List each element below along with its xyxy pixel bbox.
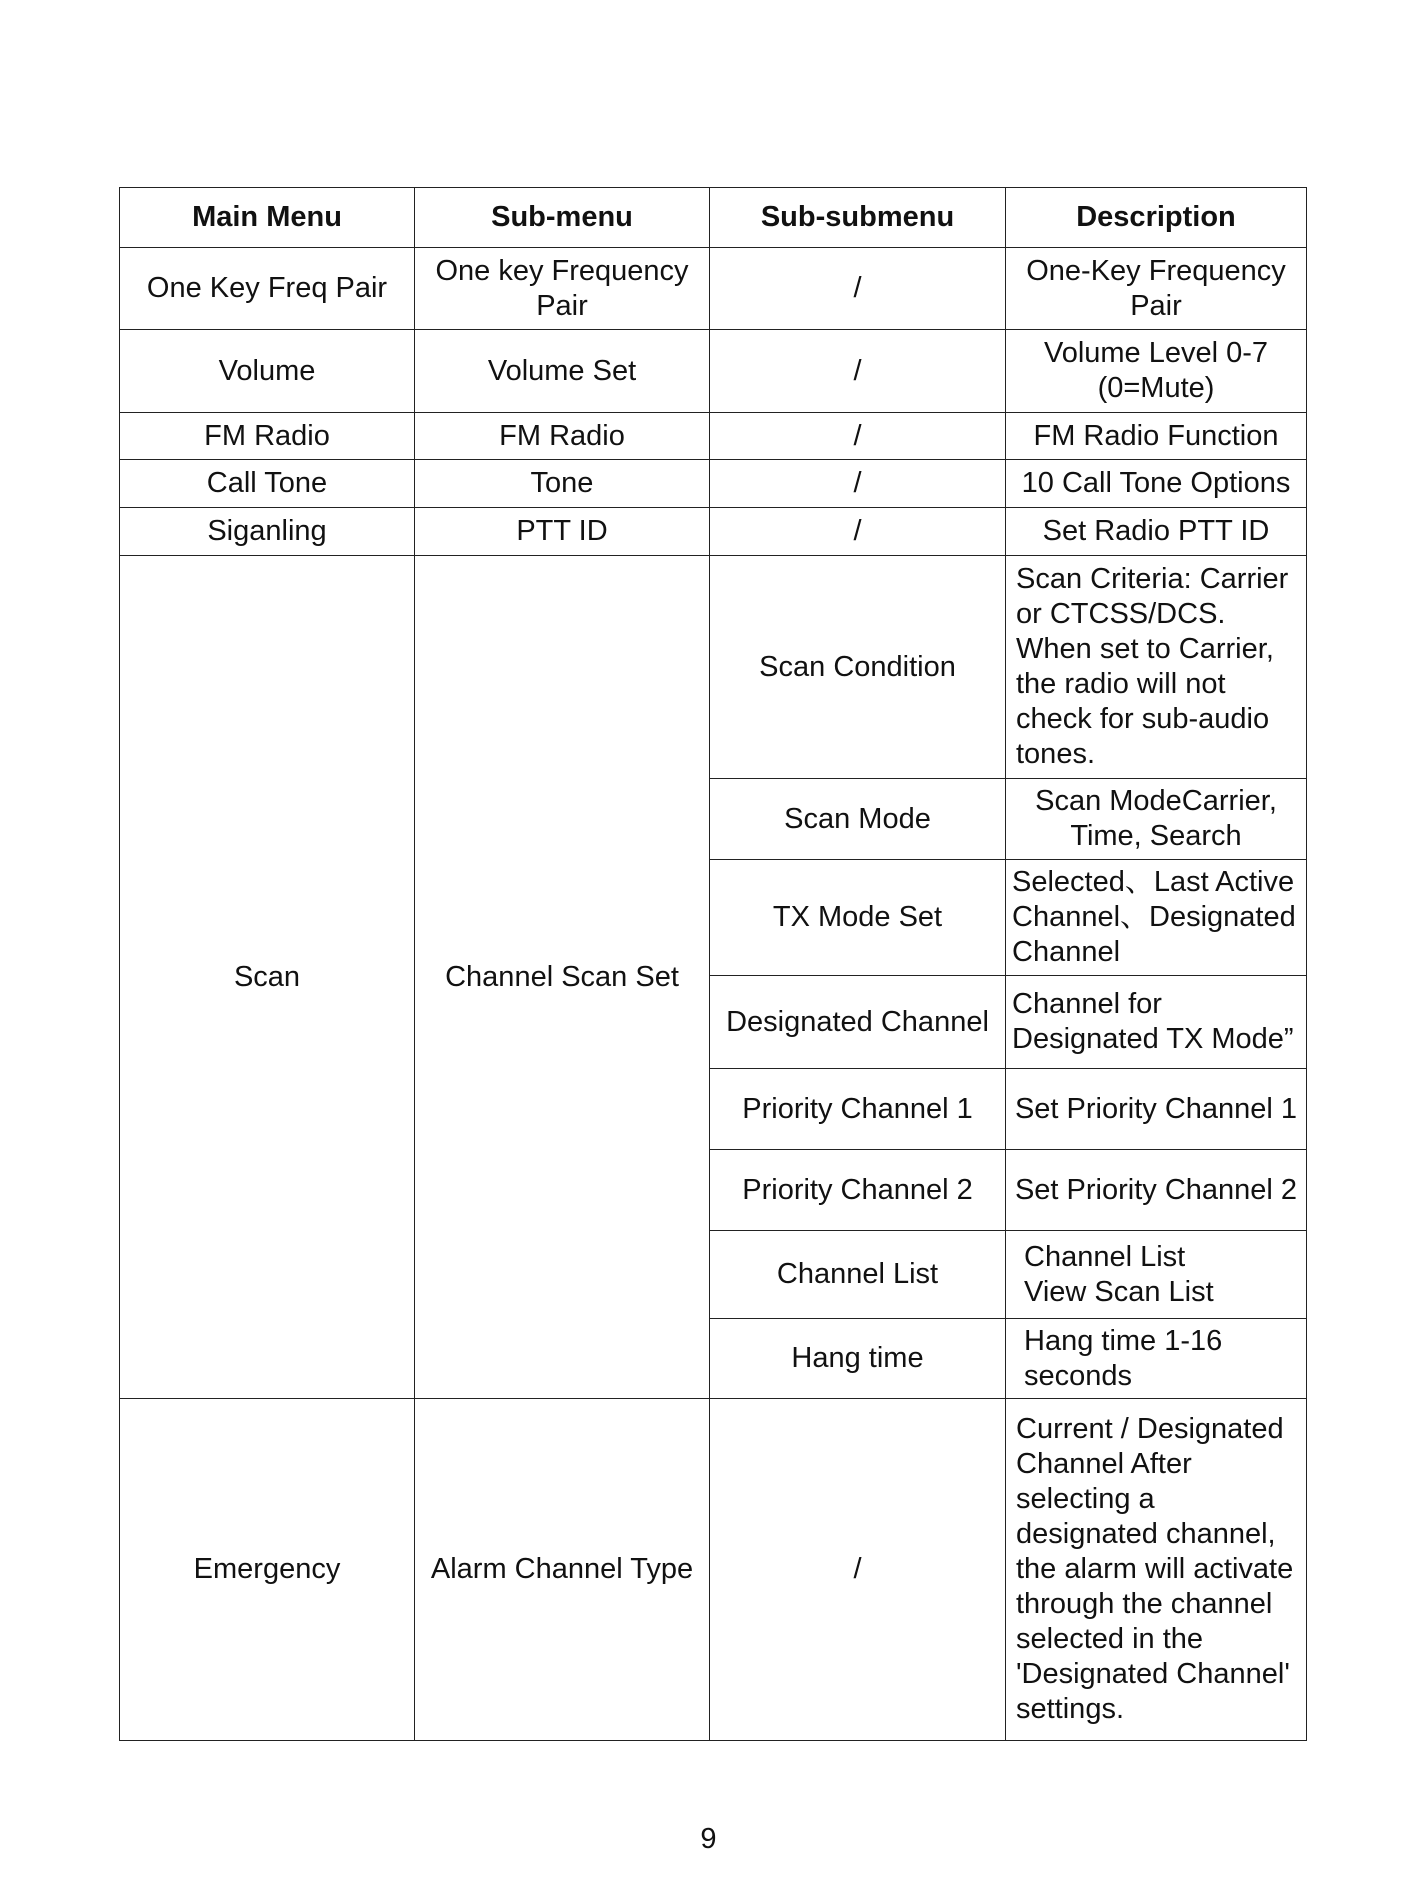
cell-sub-submenu: Hang time: [710, 1319, 1006, 1399]
cell-sub-submenu: /: [710, 413, 1006, 460]
cell-description: Channel List View Scan List: [1006, 1231, 1307, 1319]
cell-sub-submenu: /: [710, 460, 1006, 508]
table-row: [120, 556, 1307, 779]
table-row: [120, 508, 1307, 556]
table-row: [120, 330, 1307, 413]
cell-sub-submenu: Priority Channel 1: [710, 1069, 1006, 1150]
cell-description: Scan Criteria: Carrier or CTCSS/DCS. When set to Carrier, the radio will not check for sub-audio tones.: [1006, 556, 1307, 779]
cell-main-menu: One Key Freq Pair: [120, 248, 415, 330]
cell-main-menu: Volume: [120, 330, 415, 413]
cell-sub-submenu: Priority Channel 2: [710, 1150, 1006, 1231]
table-row: [120, 1399, 1307, 1741]
menu-table: [119, 187, 1307, 1741]
header-row: [120, 188, 1307, 248]
cell-description: Set Priority Channel 1: [1006, 1069, 1307, 1150]
cell-main-menu: Scan: [120, 556, 415, 1399]
header-sub-menu: Sub-menu: [415, 188, 710, 248]
cell-sub-submenu: Scan Mode: [710, 779, 1006, 860]
cell-main-menu: Emergency: [120, 1399, 415, 1741]
cell-description: 10 Call Tone Options: [1006, 460, 1307, 508]
cell-description: Scan ModeCarrier, Time, Search: [1006, 779, 1307, 860]
cell-sub-menu: FM Radio: [415, 413, 710, 460]
cell-sub-submenu: /: [710, 1399, 1006, 1741]
cell-sub-submenu: TX Mode Set: [710, 860, 1006, 976]
cell-main-menu: FM Radio: [120, 413, 415, 460]
header-sub-submenu: Sub-submenu: [710, 188, 1006, 248]
cell-sub-submenu: /: [710, 330, 1006, 413]
table-row: [120, 460, 1307, 508]
cell-sub-submenu: Channel List: [710, 1231, 1006, 1319]
cell-description: Current / Designated Channel After selecting a designated channel, the alarm will activate through the channel selected in the 'Designated Channel' settings.: [1006, 1399, 1307, 1741]
cell-sub-submenu: /: [710, 508, 1006, 556]
cell-sub-submenu: Designated Channel: [710, 976, 1006, 1069]
cell-main-menu: Call Tone: [120, 460, 415, 508]
header-description: Description: [1006, 188, 1307, 248]
cell-description: Set Priority Channel 2: [1006, 1150, 1307, 1231]
cell-description: FM Radio Function: [1006, 413, 1307, 460]
page-number: 9: [700, 1823, 717, 1855]
cell-sub-menu: PTT ID: [415, 508, 710, 556]
table-row: [120, 413, 1307, 460]
cell-description: Set Radio PTT ID: [1006, 508, 1307, 556]
cell-sub-menu: Volume Set: [415, 330, 710, 413]
cell-sub-menu: Alarm Channel Type: [415, 1399, 710, 1741]
cell-description: Selected、Last Active Channel、Designated Channel: [1006, 860, 1307, 976]
cell-sub-menu: Tone: [415, 460, 710, 508]
cell-sub-submenu: /: [710, 248, 1006, 330]
cell-sub-submenu: Scan Condition: [710, 556, 1006, 779]
cell-description: Volume Level 0-7 (0=Mute): [1006, 330, 1307, 413]
cell-description: Hang time 1-16 seconds: [1006, 1319, 1307, 1399]
cell-sub-menu: One key Frequency Pair: [415, 248, 710, 330]
cell-sub-menu: Channel Scan Set: [415, 556, 710, 1399]
header-main-menu: Main Menu: [120, 188, 415, 248]
cell-description: Channel for Designated TX Mode”: [1006, 976, 1307, 1069]
cell-description: One-Key Frequency Pair: [1006, 248, 1307, 330]
cell-main-menu: Siganling: [120, 508, 415, 556]
table-row: [120, 248, 1307, 330]
